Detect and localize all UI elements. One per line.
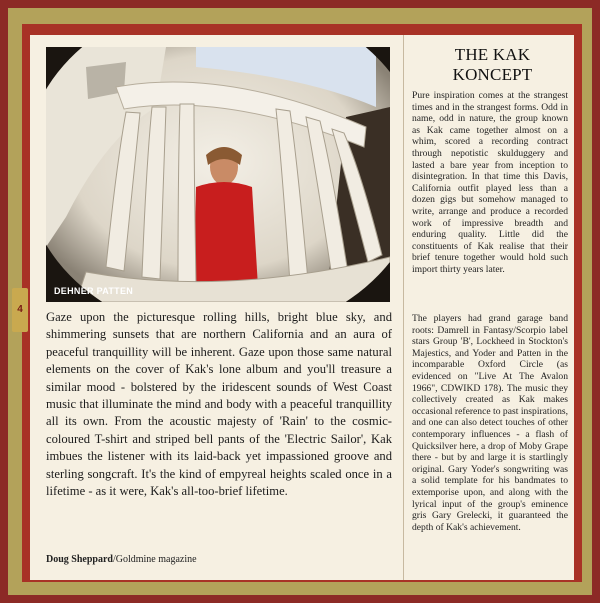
sidebar-paragraph-2: The players had grand garage band roots: Damrell in Fantasy/Scorpio label stars Group 'B', Lockheed in Stockton's Majestics, and Yoder and Patten in the incomparable Oxford Circle (as evidenced on "Live At The Avalon 1966", CDWIKD 178). The music they collectively created as Kak makes occasional reference to past inspirations, and one can also detect touches of other contemporary influences - a flash of Quicksilver here, a drop of Moby Grape there - but by and large it is startlingly original. Gary Yoder's songwriting was a solid template for his bandmates to extemporise upon, and along with the lyrical input of the group's eminence gris Gary Grelecki, it guaranteed the depth of Kak's achievement. xyxy=(412,313,568,533)
byline-author: Doug Sheppard xyxy=(46,554,113,565)
band-member-photo xyxy=(46,47,390,302)
photo-credit: DEHNER PATTEN xyxy=(54,286,134,296)
byline-source: /Goldmine magazine xyxy=(112,554,197,565)
main-body-text: Gaze upon the picturesque rolling hills, bright blue sky, and shimmering sunsets that are northern California and an aura of peaceful tranquillity will be inherent. Gaze upon those same natural elements on the cover of Kak's lone album and you'll treasure a similar mood - bolstered by the iridescent sounds of West Coast music that illuminate the mind and body with a peaceful tranquillity all its own. From the acoustic majesty of 'Rain' to the cosmic-coloured T-shirt and striped bell pants of the 'Electric Sailor', Kak imbues the listener with its laid-back yet impassioned groove and sterling songcraft. It's the kind of empyreal heights scaled once in a lifetime - as it were, Kak's all-too-brief lifetime. xyxy=(46,310,392,499)
sidebar-paragraph-1: Pure inspiration comes at the strangest times and in the strangest forms. Odd in name, odd in nature, the group known as Kak came together almost on a whim, scored a recording contract through nepotistic skulduggery and lasted a bare year from inception to disintegration. In that time this Davis, California outfit played less than a dozen gigs but somehow managed to write, arrange and produce a recorded work of impressive breadth and enduring quality. Little did the constituents of Kak realise that their brief tenure together would hold such import thirty years later. xyxy=(412,90,568,275)
fisheye-balustrade-image xyxy=(46,47,390,302)
sidebar-title: THE KAK KONCEPT xyxy=(452,45,533,84)
page-number-tab: 4 xyxy=(12,288,28,332)
article-page xyxy=(30,35,574,580)
byline xyxy=(46,554,197,565)
column-divider xyxy=(403,35,404,580)
